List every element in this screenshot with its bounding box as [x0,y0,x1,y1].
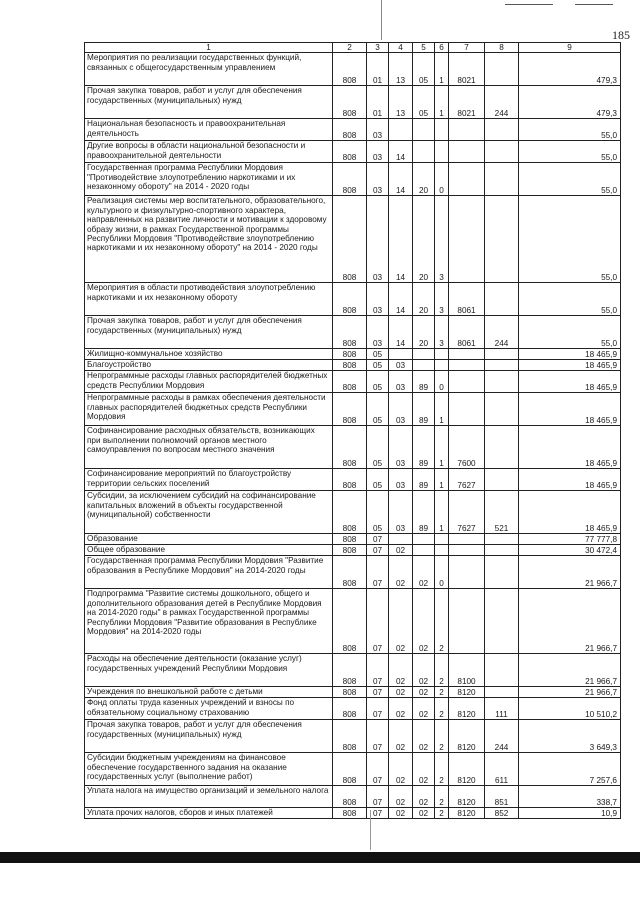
expense-type-cell [485,119,519,141]
ministry-code-cell: 808 [333,698,367,720]
item-code-cell [449,196,485,283]
ministry-code-cell: 808 [333,393,367,426]
ministry-code-cell: 808 [333,654,367,687]
expense-name-cell: Образование [85,534,333,545]
item-code-cell [449,141,485,163]
amount-cell: 18 465,9 [519,491,621,534]
item-code-cell: 8120 [449,698,485,720]
ministry-code-cell: 808 [333,534,367,545]
expense-name-cell: Национальная безопасность и правоохранительная деятельность [85,119,333,141]
program-code-cell: 02 [413,808,435,819]
amount-cell: 55,0 [519,141,621,163]
expense-name-cell: Субсидии, за исключением субсидий на софинансирование капитальных вложений в объекты государственной (муниципальной) собственности [85,491,333,534]
budget-table [84,42,621,819]
expense-type-cell [485,196,519,283]
amount-cell: 18 465,9 [519,393,621,426]
program-code-cell [413,119,435,141]
expense-name-cell: Подпрограмма "Развитие системы дошкольного, общего и дополнительного образования детей в Республике Мордовия на 2014-2020 годы" в рамках Государственной программы Республики Мордовия "Развитие образования в Республике Мордовия" на 2014-2020 годы [85,589,333,654]
subsection-code-cell: 03 [389,491,413,534]
section-code-cell: 03 [367,283,389,316]
expense-type-cell [485,556,519,589]
item-code-cell [449,393,485,426]
ministry-code-cell: 808 [333,163,367,196]
program-code-cell: 20 [413,283,435,316]
subprogram-code-cell: 0 [435,556,449,589]
section-code-cell: 05 [367,349,389,360]
ministry-code-cell: 808 [333,491,367,534]
ministry-code-cell: 808 [333,426,367,469]
section-code-cell: 07 [367,753,389,786]
program-code-cell [413,545,435,556]
table-row [85,316,621,349]
amount-cell: 30 472,4 [519,545,621,556]
table-row [85,491,621,534]
section-code-cell: 05 [367,393,389,426]
section-code-cell: 05 [367,469,389,491]
expense-name-cell: Мероприятия по реализации государственных функций, связанных с общегосударственным управлением [85,53,333,86]
ministry-code-cell: 808 [333,556,367,589]
ministry-code-cell: 808 [333,349,367,360]
section-code-cell: 05 [367,491,389,534]
section-code-cell: 07 [367,687,389,698]
program-code-cell: 05 [413,53,435,86]
item-code-cell: 7600 [449,426,485,469]
amount-cell: 338,7 [519,786,621,808]
table-row [85,141,621,163]
page-number: 185 [612,28,630,42]
section-code-cell: 07 [367,589,389,654]
expense-name-cell: Государственная программа Республики Мордовия "Противодействие злоупотреблению наркотиками и их незаконному обороту" на 2014 - 2020 годы [85,163,333,196]
expense-type-cell [485,545,519,556]
expense-type-cell: 852 [485,808,519,819]
subprogram-code-cell: 0 [435,371,449,393]
table-row [85,119,621,141]
column-header: 3 [367,43,389,53]
program-code-cell: 89 [413,371,435,393]
section-code-cell: 05 [367,371,389,393]
amount-cell: 18 465,9 [519,371,621,393]
expense-name-cell: Непрограммные расходы в рамках обеспечения деятельности главных распорядителей бюджетных средств Республики Мордовия [85,393,333,426]
expense-name-cell: Субсидии бюджетным учреждениям на финансовое обеспечение государственного задания на оказание государственных услуг (выполнение работ) [85,753,333,786]
subprogram-code-cell: 1 [435,469,449,491]
item-code-cell [449,534,485,545]
item-code-cell: 8120 [449,720,485,753]
item-code-cell: 7627 [449,469,485,491]
item-code-cell [449,349,485,360]
ministry-code-cell: 808 [333,808,367,819]
section-code-cell: 03 [367,196,389,283]
program-code-cell: 89 [413,491,435,534]
table-row [85,53,621,86]
subprogram-code-cell: 2 [435,687,449,698]
subsection-code-cell: 03 [389,393,413,426]
expense-type-cell [485,654,519,687]
subsection-code-cell: 03 [389,469,413,491]
table-row [85,196,621,283]
ministry-code-cell: 808 [333,786,367,808]
subsection-code-cell: 02 [389,556,413,589]
amount-cell: 10,9 [519,808,621,819]
section-code-cell: 03 [367,163,389,196]
program-code-cell: 02 [413,687,435,698]
column-header: 4 [389,43,413,53]
program-code-cell: 20 [413,316,435,349]
section-code-cell: 07 [367,786,389,808]
amount-cell: 479,3 [519,86,621,119]
subsection-code-cell [389,119,413,141]
column-header: 1 [85,43,333,53]
subsection-code-cell: 14 [389,316,413,349]
table-row [85,360,621,371]
column-header: 6 [435,43,449,53]
subprogram-code-cell: 2 [435,786,449,808]
amount-cell: 21 966,7 [519,589,621,654]
table-row [85,163,621,196]
program-code-cell: 89 [413,469,435,491]
item-code-cell [449,545,485,556]
table-row [85,371,621,393]
table-row [85,720,621,753]
column-header: 7 [449,43,485,53]
amount-cell: 479,3 [519,53,621,86]
ministry-code-cell: 808 [333,283,367,316]
item-code-cell: 8021 [449,86,485,119]
amount-cell: 10 510,2 [519,698,621,720]
expense-name-cell: Благоустройство [85,360,333,371]
table-row [85,654,621,687]
section-code-cell: 01 [367,86,389,119]
subprogram-code-cell: 2 [435,589,449,654]
subsection-code-cell: 02 [389,589,413,654]
item-code-cell: 7627 [449,491,485,534]
item-code-cell: 8120 [449,786,485,808]
subprogram-code-cell [435,141,449,163]
subsection-code-cell: 03 [389,360,413,371]
table-row [85,687,621,698]
subprogram-code-cell: 1 [435,393,449,426]
amount-cell: 55,0 [519,119,621,141]
table-row [85,786,621,808]
expense-type-cell [485,687,519,698]
section-code-cell: 07 [367,654,389,687]
subprogram-code-cell [435,360,449,371]
expense-name-cell: Прочая закупка товаров, работ и услуг для обеспечения государственных (муниципальных) нужд [85,720,333,753]
expense-type-cell: 244 [485,316,519,349]
ministry-code-cell: 808 [333,360,367,371]
item-code-cell: 8061 [449,316,485,349]
section-code-cell: 03 [367,119,389,141]
ministry-code-cell: 808 [333,545,367,556]
amount-cell: 3 649,3 [519,720,621,753]
subprogram-code-cell: 1 [435,53,449,86]
section-code-cell: 07 [367,556,389,589]
amount-cell: 18 465,9 [519,349,621,360]
program-code-cell: 05 [413,86,435,119]
expense-type-cell [485,53,519,86]
item-code-cell: 8061 [449,283,485,316]
subprogram-code-cell [435,545,449,556]
amount-cell: 18 465,9 [519,360,621,371]
expense-type-cell [485,360,519,371]
item-code-cell [449,163,485,196]
expense-type-cell [485,141,519,163]
expense-name-cell: Жилищно-коммунальное хозяйство [85,349,333,360]
subprogram-code-cell: 1 [435,426,449,469]
expense-name-cell: Уплата прочих налогов, сборов и иных платежей [85,808,333,819]
subsection-code-cell: 02 [389,786,413,808]
program-code-cell [413,534,435,545]
subsection-code-cell: 02 [389,753,413,786]
subprogram-code-cell [435,349,449,360]
expense-type-cell [485,393,519,426]
column-header: 8 [485,43,519,53]
expense-type-cell: 851 [485,786,519,808]
ministry-code-cell: 808 [333,86,367,119]
table-row [85,589,621,654]
expense-type-cell: 111 [485,698,519,720]
expense-name-cell: Прочая закупка товаров, работ и услуг для обеспечения государственных (муниципальных) нужд [85,86,333,119]
table-row [85,469,621,491]
subsection-code-cell: 14 [389,196,413,283]
expense-type-cell: 244 [485,720,519,753]
item-code-cell [449,589,485,654]
program-code-cell: 02 [413,556,435,589]
table-row [85,545,621,556]
subsection-code-cell: 02 [389,720,413,753]
subsection-code-cell [389,349,413,360]
amount-cell: 77 777,8 [519,534,621,545]
expense-type-cell [485,371,519,393]
program-code-cell: 02 [413,786,435,808]
subsection-code-cell: 02 [389,545,413,556]
amount-cell: 55,0 [519,196,621,283]
expense-name-cell: Мероприятия в области противодействия злоупотреблению наркотиками и их незаконному обороту [85,283,333,316]
expense-name-cell: Общее образование [85,545,333,556]
ministry-code-cell: 808 [333,53,367,86]
ministry-code-cell: 808 [333,119,367,141]
expense-type-cell [485,283,519,316]
table-header-row [85,43,621,53]
expense-name-cell: Учреждения по внешкольной работе с детьми [85,687,333,698]
program-code-cell: 89 [413,393,435,426]
section-code-cell: 01 [367,53,389,86]
table-row [85,808,621,819]
table-row [85,556,621,589]
column-header: 2 [333,43,367,53]
expense-name-cell: Фонд оплаты труда казенных учреждений и взносы по обязательному социальному страхованию [85,698,333,720]
expense-name-cell: Реализация системы мер воспитательного, образовательного, культурного и физкультурно-спортивного характера, направленных на развитие личности и мотивации к здоровому образу жизни, в рамках Государственной программы Республики Мордовия "Противодействие злоупотреблению наркотиками и их незаконному обороту" на 2014 - 2020 годы [85,196,333,283]
ministry-code-cell: 808 [333,589,367,654]
subprogram-code-cell: 3 [435,316,449,349]
table-row [85,698,621,720]
subsection-code-cell: 14 [389,141,413,163]
program-code-cell [413,360,435,371]
item-code-cell [449,360,485,371]
program-code-cell [413,141,435,163]
amount-cell: 18 465,9 [519,426,621,469]
table-row [85,349,621,360]
item-code-cell: 8120 [449,687,485,698]
table-row [85,393,621,426]
expense-type-cell [485,469,519,491]
amount-cell: 55,0 [519,316,621,349]
program-code-cell: 20 [413,163,435,196]
ministry-code-cell: 808 [333,371,367,393]
subsection-code-cell: 02 [389,654,413,687]
ministry-code-cell: 808 [333,469,367,491]
expense-type-cell [485,163,519,196]
expense-type-cell: 244 [485,86,519,119]
subprogram-code-cell: 1 [435,491,449,534]
section-code-cell: 07 [367,808,389,819]
section-code-cell: 07 [367,545,389,556]
subprogram-code-cell: 2 [435,720,449,753]
subprogram-code-cell: 2 [435,654,449,687]
ministry-code-cell: 808 [333,720,367,753]
section-code-cell: 03 [367,141,389,163]
subprogram-code-cell: 3 [435,196,449,283]
item-code-cell [449,119,485,141]
subsection-code-cell: 03 [389,426,413,469]
page-fold-line [370,810,371,850]
table-row [85,753,621,786]
program-code-cell [413,349,435,360]
expense-type-cell: 521 [485,491,519,534]
section-code-cell: 07 [367,720,389,753]
subprogram-code-cell: 2 [435,753,449,786]
expense-type-cell: 611 [485,753,519,786]
section-code-cell: 07 [367,698,389,720]
item-code-cell: 8100 [449,654,485,687]
item-code-cell: 8120 [449,808,485,819]
program-code-cell: 02 [413,720,435,753]
table-row [85,426,621,469]
amount-cell: 55,0 [519,163,621,196]
subsection-code-cell: 13 [389,86,413,119]
subsection-code-cell: 14 [389,283,413,316]
item-code-cell: 8120 [449,753,485,786]
table-row [85,86,621,119]
subsection-code-cell: 02 [389,698,413,720]
section-code-cell: 05 [367,360,389,371]
subsection-code-cell: 02 [389,808,413,819]
program-code-cell: 89 [413,426,435,469]
expense-name-cell: Государственная программа Республики Мордовия "Развитие образования в Республике Мордовия" на 2014-2020 годы [85,556,333,589]
program-code-cell: 20 [413,196,435,283]
column-header: 5 [413,43,435,53]
ministry-code-cell: 808 [333,753,367,786]
subsection-code-cell: 13 [389,53,413,86]
subprogram-code-cell: 2 [435,808,449,819]
amount-cell: 21 966,7 [519,687,621,698]
scan-edge-mark [505,4,553,5]
subsection-code-cell: 02 [389,687,413,698]
ministry-code-cell: 808 [333,141,367,163]
item-code-cell [449,371,485,393]
table-row [85,534,621,545]
ministry-code-cell: 808 [333,316,367,349]
ministry-code-cell: 808 [333,196,367,283]
subprogram-code-cell: 0 [435,163,449,196]
program-code-cell: 02 [413,589,435,654]
expense-type-cell [485,534,519,545]
subprogram-code-cell: 3 [435,283,449,316]
expense-name-cell: Софинансирование мероприятий по благоустройству территории сельских поселений [85,469,333,491]
subprogram-code-cell: 2 [435,698,449,720]
subprogram-code-cell: 1 [435,86,449,119]
section-code-cell: 07 [367,534,389,545]
expense-name-cell: Расходы на обеспечение деятельности (оказание услуг) государственных учреждений Республики Мордовия [85,654,333,687]
subprogram-code-cell [435,534,449,545]
table-row [85,283,621,316]
amount-cell: 21 966,7 [519,654,621,687]
ministry-code-cell: 808 [333,687,367,698]
expense-name-cell: Софинансирование расходных обязательств, возникающих при выполнении полномочий органов местного самоуправления по вопросам местного значения [85,426,333,469]
amount-cell: 55,0 [519,283,621,316]
subsection-code-cell: 14 [389,163,413,196]
amount-cell: 7 257,6 [519,753,621,786]
column-header: 9 [519,43,621,53]
expense-name-cell: Уплата налога на имущество организаций и земельного налога [85,786,333,808]
expense-name-cell: Другие вопросы в области национальной безопасности и правоохранительной деятельности [85,141,333,163]
section-code-cell: 03 [367,316,389,349]
amount-cell: 18 465,9 [519,469,621,491]
scan-edge-mark [575,4,613,5]
expense-type-cell [485,426,519,469]
page-fold-line [381,0,382,40]
amount-cell: 21 966,7 [519,556,621,589]
expense-name-cell: Непрограммные расходы главных распорядителей бюджетных средств Республики Мордовия [85,371,333,393]
subsection-code-cell [389,534,413,545]
item-code-cell: 8021 [449,53,485,86]
program-code-cell: 02 [413,654,435,687]
item-code-cell [449,556,485,589]
expense-name-cell: Прочая закупка товаров, работ и услуг для обеспечения государственных (муниципальных) нужд [85,316,333,349]
program-code-cell: 02 [413,753,435,786]
subprogram-code-cell [435,119,449,141]
subsection-code-cell: 03 [389,371,413,393]
expense-type-cell [485,349,519,360]
expense-type-cell [485,589,519,654]
program-code-cell: 02 [413,698,435,720]
scan-bottom-band [0,852,640,863]
section-code-cell: 05 [367,426,389,469]
